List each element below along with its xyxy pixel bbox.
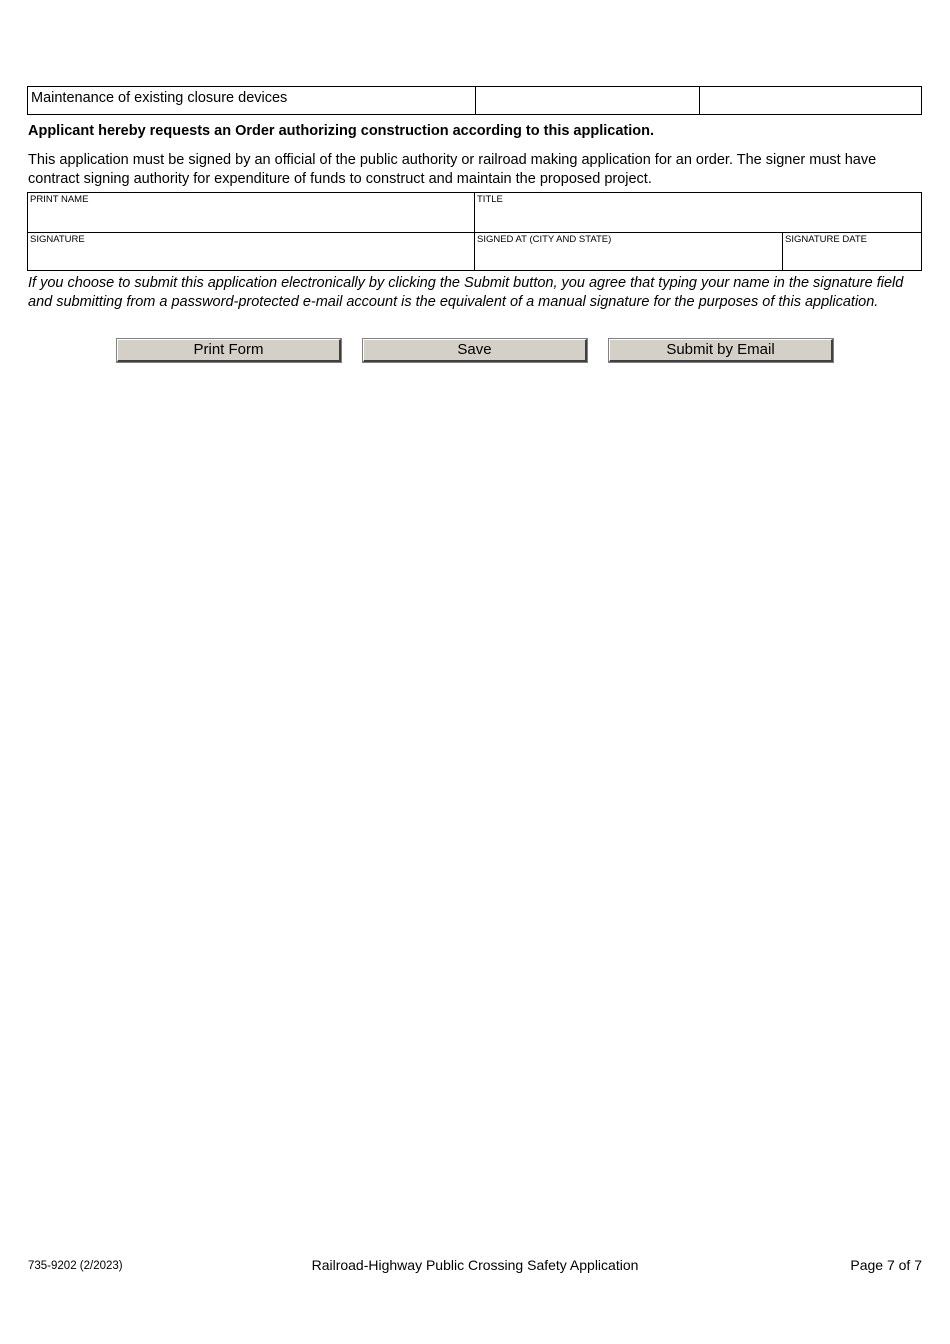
signature-row-name <box>28 193 921 232</box>
maintenance-field-1[interactable] <box>476 87 700 114</box>
signed-at-input[interactable] <box>477 245 782 267</box>
maintenance-input-2[interactable] <box>700 87 921 109</box>
signature-date-label: SIGNATURE DATE <box>785 234 867 245</box>
print-name-label: PRINT NAME <box>30 194 89 205</box>
print-name-cell[interactable] <box>28 193 475 232</box>
signature-date-input[interactable] <box>785 245 921 267</box>
title-cell[interactable] <box>475 193 921 232</box>
title-label: TITLE <box>477 194 503 205</box>
maintenance-table-row <box>27 86 922 115</box>
signed-at-cell[interactable] <box>475 233 783 270</box>
electronic-signature-notice: If you choose to submit this application electronically by clicking the Submit button, you agree that typing your name in the signature field and submitting from a password-protected e-mail account is the equivalent of a manual signature for the purposes of this application. <box>28 275 904 310</box>
submit-by-email-button[interactable]: Submit by Email <box>609 339 833 362</box>
form-title-footer: Railroad-Highway Public Crossing Safety Application <box>311 1257 639 1273</box>
signature-row-sign <box>28 232 921 270</box>
request-statement: Applicant hereby requests an Order authorizing construction according to this application. <box>28 123 654 139</box>
page-number: Page 7 of 7 <box>850 1257 922 1273</box>
signature-label: SIGNATURE <box>30 234 85 245</box>
signed-at-label: SIGNED AT (CITY AND STATE) <box>477 234 612 245</box>
signature-cell[interactable] <box>28 233 475 270</box>
maintenance-input-1[interactable] <box>476 87 699 109</box>
signing-instructions: This application must be signed by an official of the public authority or railroad making application for an order. The signer must have contract signing authority for expenditure of funds to construct and maintain the proposed project. <box>28 152 877 187</box>
signature-date-cell[interactable] <box>783 233 921 270</box>
form-number: 735-9202 (2/2023) <box>28 1260 123 1272</box>
title-input[interactable] <box>477 205 921 227</box>
signature-block <box>27 192 922 271</box>
maintenance-label: Maintenance of existing closure devices <box>28 87 476 114</box>
signature-input[interactable] <box>30 245 474 267</box>
save-button[interactable]: Save <box>363 339 587 362</box>
maintenance-field-2[interactable] <box>700 87 921 114</box>
print-name-input[interactable] <box>30 205 474 227</box>
print-form-button[interactable]: Print Form <box>117 339 341 362</box>
